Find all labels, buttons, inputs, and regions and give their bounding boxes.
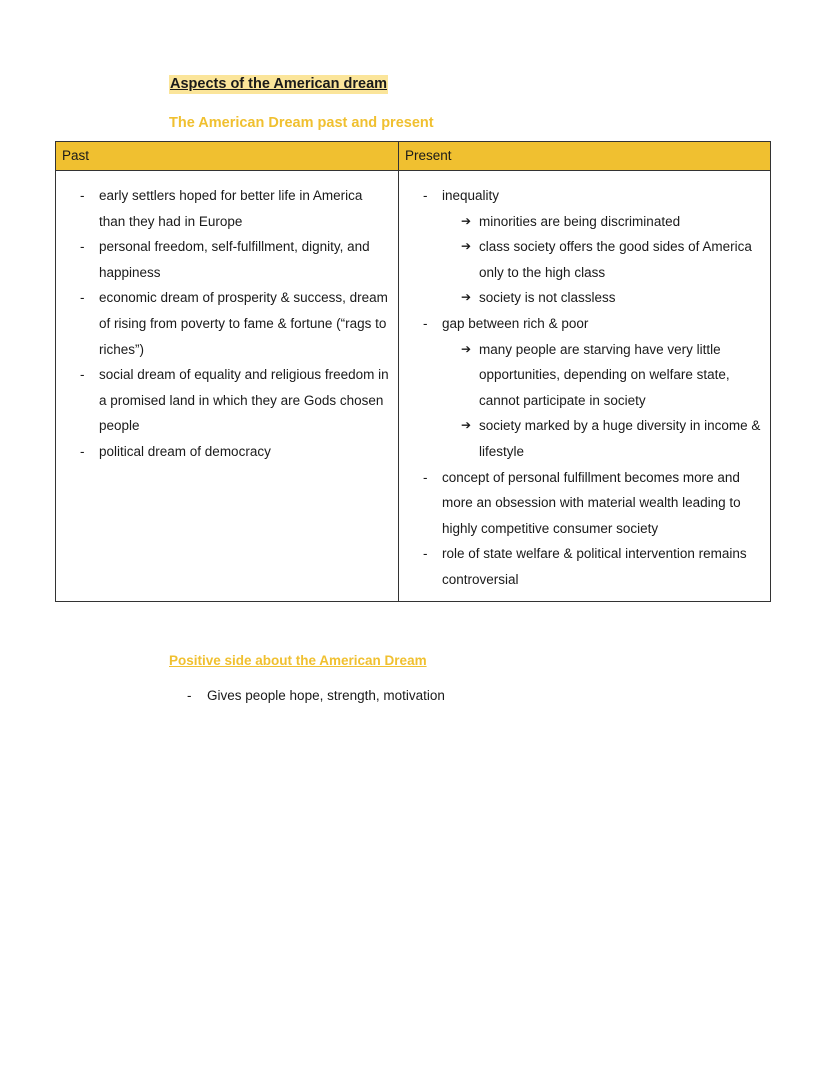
list-item: - social dream of equality and religious freedom in a promised land in which they are Gods chosen people — [62, 362, 392, 439]
list-item-text: concept of personal fulfillment becomes more and more an obsession with material wealth leading to highly competitive consumer society — [442, 469, 741, 536]
past-list — [62, 183, 392, 465]
list-item-text: gap between rich & poor — [442, 315, 589, 331]
sub-list-item: ➔ many people are starving have very little opportunities, depending on welfare state, cannot participate in society — [442, 337, 764, 414]
table-body-row — [56, 171, 771, 602]
header-present: Present — [399, 142, 771, 171]
list-item-text: inequality — [442, 188, 500, 203]
sub-list-item: ➔ minorities are being discriminated — [442, 209, 764, 235]
sub-list-item: ➔ society is not classless — [442, 285, 764, 311]
present-cell — [399, 171, 771, 602]
list-item: - personal freedom, self-fulfillment, dignity, and happiness — [62, 234, 392, 285]
section-title-past-present: The American Dream past and present — [169, 115, 434, 131]
list-item — [405, 183, 764, 311]
list-item — [405, 311, 764, 465]
list-item — [405, 465, 764, 542]
past-cell — [56, 171, 399, 602]
positive-list — [169, 686, 445, 706]
sub-list — [442, 209, 764, 311]
sub-list — [442, 337, 764, 465]
list-item: - early settlers hoped for better life in America than they had in Europe — [62, 183, 392, 234]
list-item-text: role of state welfare & political intervention remains controversial — [442, 546, 747, 587]
section-title-positive: Positive side about the American Dream — [169, 653, 427, 668]
list-item — [405, 541, 764, 592]
comparison-table — [55, 141, 771, 602]
list-item: - political dream of democracy — [62, 439, 392, 465]
table-header-row — [56, 142, 771, 171]
document-title: Aspects of the American dream — [170, 76, 388, 92]
header-past: Past — [56, 142, 399, 171]
list-item: - Gives people hope, strength, motivation — [169, 686, 445, 706]
list-item: - economic dream of prosperity & success, dream of rising from poverty to fame & fortune (“rags to riches”) — [62, 285, 392, 362]
present-list — [405, 183, 764, 593]
sub-list-item: ➔ class society offers the good sides of America only to the high class — [442, 234, 764, 285]
sub-list-item: ➔ society marked by a huge diversity in income & lifestyle — [442, 413, 764, 464]
